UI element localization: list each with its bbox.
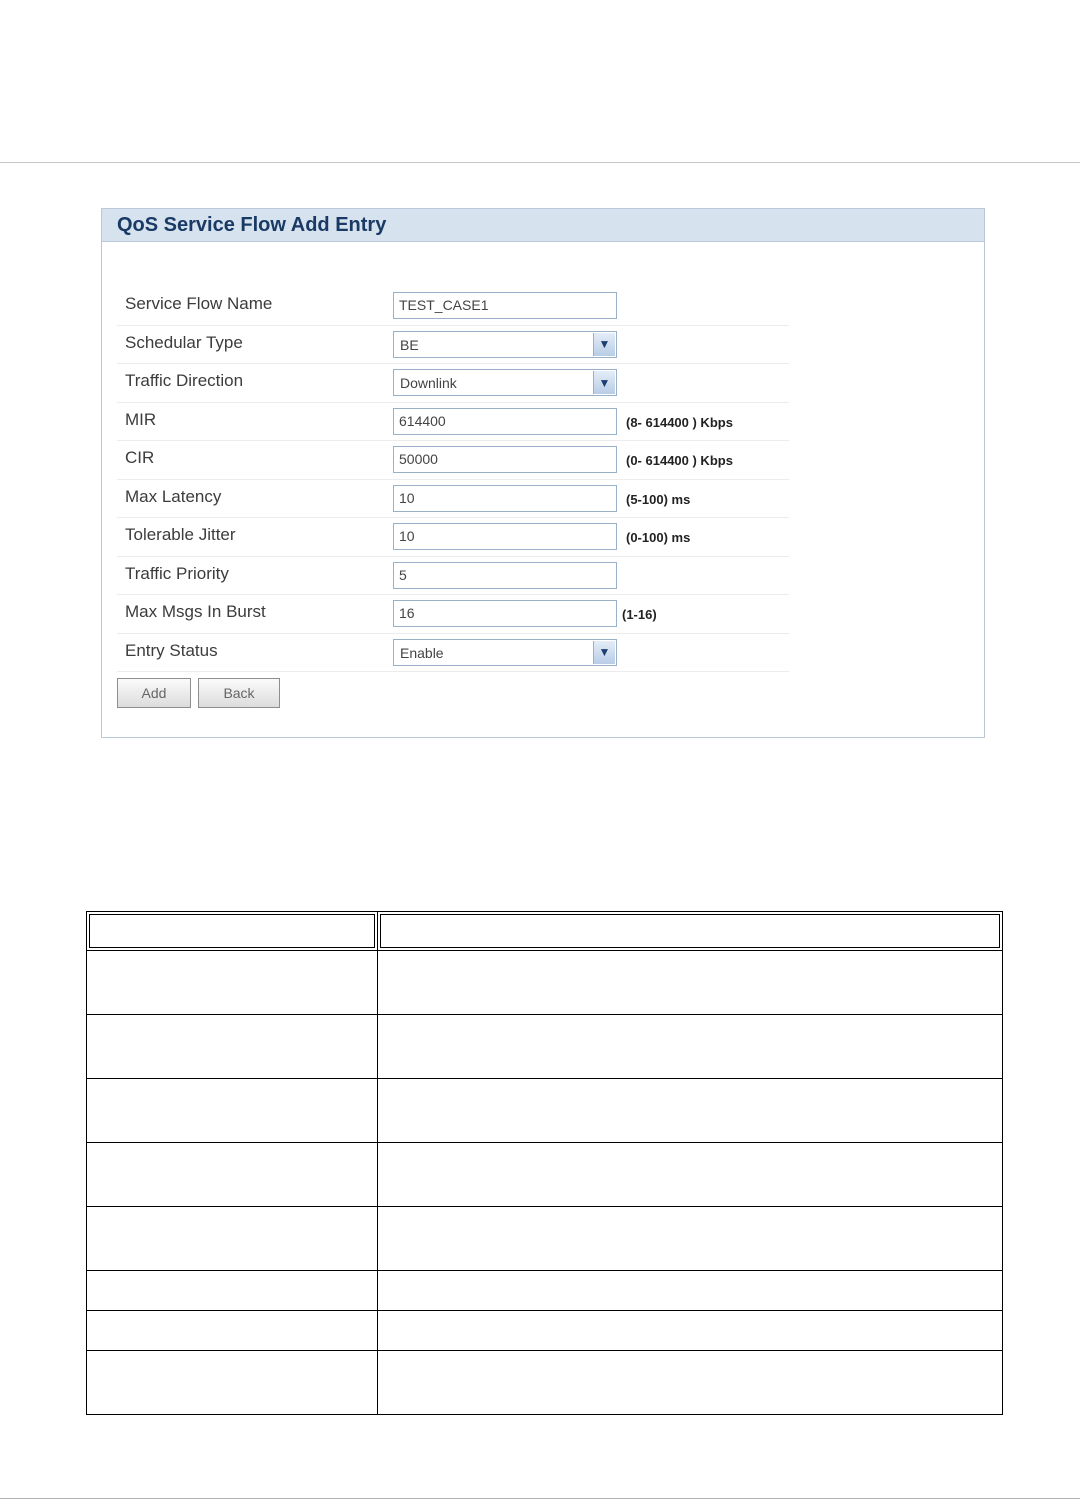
- row-schedular-type: [117, 326, 789, 365]
- table-cell: [87, 1271, 378, 1311]
- table-row: [87, 1207, 1003, 1271]
- cir-input[interactable]: 50000: [393, 446, 617, 473]
- row-cir: [117, 441, 789, 480]
- panel-header: [102, 209, 984, 242]
- table-cell: [87, 1079, 378, 1143]
- mir-input[interactable]: 614400: [393, 408, 617, 435]
- entry-status-select[interactable]: [393, 639, 617, 666]
- back-button[interactable]: Back: [198, 678, 280, 708]
- row-traffic-direction: [117, 364, 789, 403]
- label-mir: MIR: [125, 409, 157, 429]
- description-table: [86, 911, 1003, 1415]
- table-cell: [378, 1015, 1003, 1079]
- row-entry-status: [117, 634, 789, 673]
- tolerable-jitter-input[interactable]: 10: [393, 523, 617, 550]
- cir-range-hint: (0- 614400 ) Kbps: [626, 453, 733, 468]
- table-cell: [87, 951, 378, 1015]
- table-header-cell: [87, 912, 378, 951]
- entry-status-value: Enable: [400, 644, 444, 661]
- row-tolerable-jitter: [117, 518, 789, 557]
- max-msgs-in-burst-input[interactable]: 16: [393, 600, 617, 627]
- table-cell: [378, 1311, 1003, 1351]
- table-cell: [87, 1311, 378, 1351]
- table-row: [87, 1143, 1003, 1207]
- tolerable-jitter-range-hint: (0-100) ms: [626, 530, 691, 545]
- schedular-type-value: BE: [400, 336, 419, 353]
- table-row: [87, 1311, 1003, 1351]
- label-max-msgs-in-burst: Max Msgs In Burst: [125, 602, 266, 621]
- row-mir: [117, 403, 789, 442]
- table-cell: [87, 1351, 378, 1415]
- schedular-type-select[interactable]: [393, 331, 617, 358]
- table-header-cell: [378, 912, 1003, 951]
- bottom-divider: [0, 1498, 1080, 1499]
- traffic-priority-input[interactable]: 5: [393, 562, 617, 589]
- label-tolerable-jitter: Tolerable Jitter: [125, 525, 236, 544]
- label-traffic-priority: Traffic Priority: [125, 563, 229, 583]
- table-row: [87, 951, 1003, 1015]
- table-row: [87, 1271, 1003, 1311]
- max-latency-range-hint: (5-100) ms: [626, 491, 691, 507]
- label-max-latency: Max Latency: [125, 486, 222, 506]
- row-max-msgs-in-burst: [117, 595, 789, 634]
- traffic-direction-select[interactable]: [393, 369, 617, 396]
- label-schedular-type: Schedular Type: [125, 332, 243, 352]
- max-latency-input[interactable]: 10: [393, 485, 617, 512]
- table-row: [87, 1351, 1003, 1415]
- label-entry-status: Entry Status: [125, 640, 218, 660]
- table-header-row: [87, 912, 1003, 951]
- table-cell: [87, 1143, 378, 1207]
- add-button[interactable]: Add: [117, 678, 191, 708]
- chevron-down-icon[interactable]: ▼: [593, 371, 615, 394]
- label-cir: CIR: [125, 448, 155, 467]
- top-divider: [0, 162, 1080, 163]
- table-cell: [378, 1351, 1003, 1415]
- label-service-flow-name: Service Flow Name: [125, 294, 273, 313]
- table-cell: [87, 1207, 378, 1271]
- table-cell: [378, 1207, 1003, 1271]
- row-service-flow-name: [117, 287, 789, 326]
- table-cell: [87, 1015, 378, 1079]
- traffic-direction-value: Downlink: [400, 375, 457, 391]
- row-traffic-priority: [117, 557, 789, 596]
- service-flow-form: [117, 287, 789, 672]
- label-traffic-direction: Traffic Direction: [125, 371, 244, 390]
- qos-add-panel: [101, 208, 985, 738]
- table-row: [87, 1015, 1003, 1079]
- row-max-latency: [117, 480, 789, 519]
- panel-title: QoS Service Flow Add Entry: [117, 213, 387, 236]
- table-cell: [378, 951, 1003, 1015]
- table-row: [87, 1079, 1003, 1143]
- chevron-down-icon[interactable]: ▼: [593, 333, 615, 356]
- service-flow-name-input[interactable]: TEST_CASE1: [393, 292, 617, 319]
- table-cell: [378, 1143, 1003, 1207]
- chevron-down-icon[interactable]: ▼: [593, 641, 615, 664]
- table-cell: [378, 1271, 1003, 1311]
- max-msgs-in-burst-range-hint: (1-16): [622, 607, 657, 622]
- table-cell: [378, 1079, 1003, 1143]
- mir-range-hint: (8- 614400 ) Kbps: [626, 414, 733, 430]
